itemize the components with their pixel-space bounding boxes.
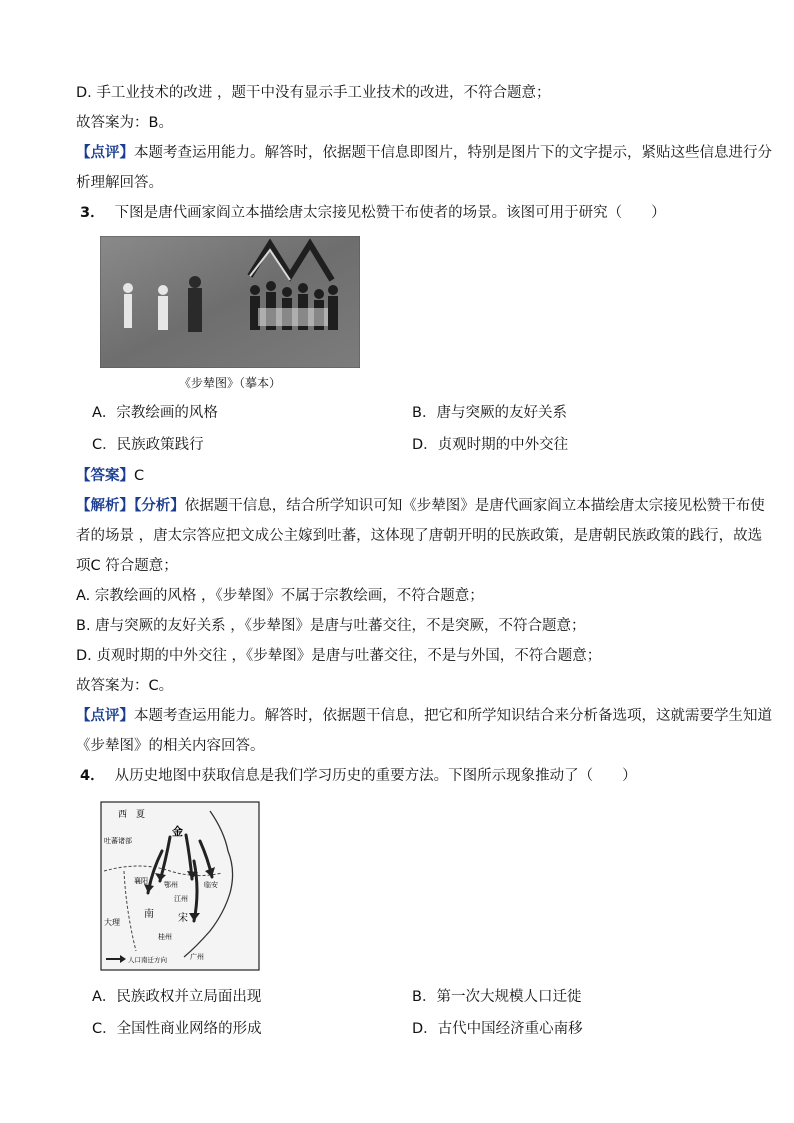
question-text: 下图是唐代画家阎立本描绘唐太宗接见松赞干布使者的场景。该图可用于研究（ ） <box>114 205 666 221</box>
review-tag: 【点评】 <box>76 708 134 724</box>
map-label-guangzhou: 广州 <box>190 953 204 961</box>
review-paragraph <box>76 701 776 761</box>
map-legend: 人口南迁方向 <box>128 956 167 964</box>
question-3-stem <box>76 198 776 228</box>
map-label-linan: 临安 <box>204 881 218 889</box>
question-text: 从历史地图中获取信息是我们学习历史的重要方法。下图所示现象推动了（ ） <box>114 768 637 784</box>
migration-map <box>100 801 260 971</box>
map-label-jin: 金 <box>172 825 183 838</box>
question-4-options <box>92 981 776 1045</box>
document-page <box>76 78 776 1045</box>
painting-caption: 《步辇图》（摹本） <box>178 376 281 390</box>
option-c: C．全国性商业网络的形成 <box>92 1021 262 1037</box>
question-4-stem <box>76 761 776 791</box>
text-line: 故答案为：C。 <box>76 678 174 694</box>
option-d: D．贞观时期的中外交往 <box>412 437 569 453</box>
map-label-jiangzhou: 江州 <box>174 895 188 903</box>
map-figure <box>100 801 260 975</box>
answer-value: C <box>134 468 145 484</box>
map-label-tufan: 吐蕃诸部 <box>104 837 132 845</box>
map-label-xiangyang: 襄阳 <box>134 877 148 885</box>
painting-figure <box>100 236 360 391</box>
analysis-tag: 【解析】【分析】 <box>76 498 185 514</box>
text-line: D. 贞观时期的中外交往 ，《步辇图》是唐与吐蕃交往，不是与外国，不符合题意； <box>76 648 602 664</box>
text-line: B. 唐与突厥的友好关系 ，《步辇图》是唐与吐蕃交往，不是突厥，不符合题意； <box>76 618 586 634</box>
option-a: A．宗教绘画的风格 <box>92 405 218 421</box>
review-tag: 【点评】 <box>76 145 134 161</box>
review-text: 本题考查运用能力。解答时，依据题干信息即图片，特别是图片下的文字提示，紧贴这些信息进行分析理解回答。 <box>76 145 772 191</box>
answer-line <box>76 461 776 491</box>
text-line: A. 宗教绘画的风格 ，《步辇图》不属于宗教绘画，不符合题意； <box>76 588 484 604</box>
analysis-paragraph <box>76 491 776 581</box>
text-line: D. 手工业技术的改进 ，题干中没有显示手工业技术的改进，不符合题意； <box>76 85 551 101</box>
text-line: 故答案为：B。 <box>76 115 173 131</box>
map-label-ezhou: 鄂州 <box>164 881 178 889</box>
question-number: 3． <box>80 205 105 221</box>
answer-tag: 【答案】 <box>76 468 134 484</box>
map-label-guizhou: 桂州 <box>158 933 172 941</box>
option-d: D．古代中国经济重心南移 <box>412 1021 583 1037</box>
painting-image <box>100 236 360 368</box>
map-label-dali: 大理 <box>104 918 120 927</box>
option-b: B．唐与突厥的友好关系 <box>412 405 567 421</box>
option-a: A．民族政权并立局面出现 <box>92 989 262 1005</box>
map-label-nan: 南 <box>144 909 154 920</box>
option-b: B．第一次大规模人口迁徙 <box>412 989 582 1005</box>
question-3-options <box>92 397 776 461</box>
map-label-song: 宋 <box>178 913 188 924</box>
option-c: C．民族政策践行 <box>92 437 204 453</box>
review-text: 本题考查运用能力。解答时，依据题干信息，把它和所学知识结合来分析备选项，这就需要学生知道《步辇图》的相关内容回答。 <box>76 708 772 754</box>
review-paragraph <box>76 138 776 198</box>
analysis-text: 依据题干信息，结合所学知识可知《步辇图》是唐代画家阎立本描绘唐太宗接见松赞干布使者的场景 ，唐太宗答应把文成公主嫁到吐蕃，这体现了唐朝开明的民族政策，是唐朝民族政策的践行，故选项C 符合题意； <box>76 498 765 574</box>
question-number: 4． <box>80 768 105 784</box>
map-label-xixia: 西 夏 <box>118 810 146 820</box>
